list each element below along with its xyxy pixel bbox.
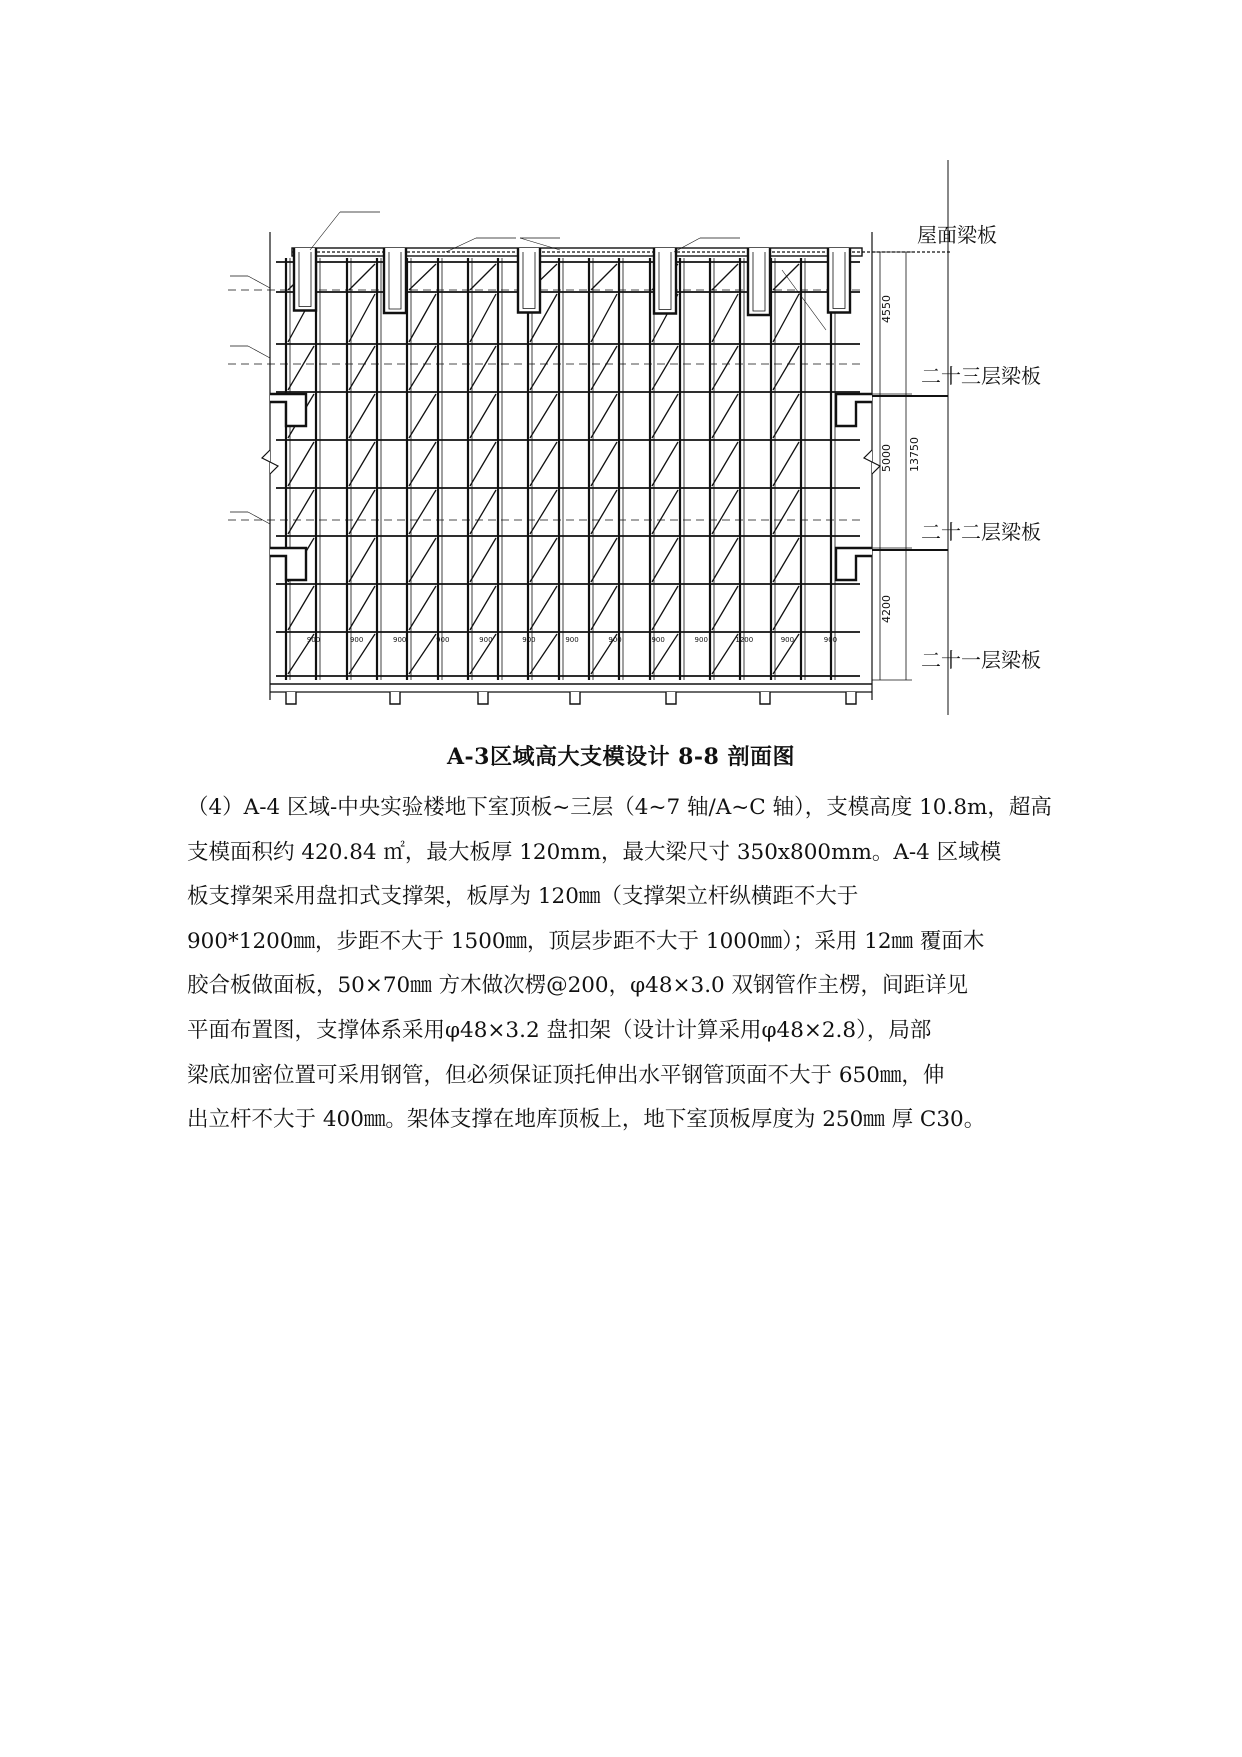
diagonal-brace	[349, 586, 375, 630]
body-paragraph	[187, 786, 1055, 1143]
scaffold-frame	[228, 258, 860, 680]
diagonal-brace	[773, 264, 799, 290]
leader-line	[248, 276, 270, 288]
bottom-beam	[390, 692, 400, 704]
spacing-label: 900	[694, 636, 708, 644]
spacing-label: 900	[565, 636, 579, 644]
spacing-label: 900	[780, 636, 795, 644]
diagonal-brace	[773, 490, 799, 534]
diagonal-brace	[530, 586, 557, 630]
roof-beam	[748, 248, 770, 315]
bottom-spacing-labels	[307, 636, 837, 644]
diagonal-brace	[288, 490, 314, 534]
diagonal-brace	[470, 490, 496, 534]
paragraph-line: 胶合板做面板，50×70㎜ 方木做次楞@200，φ48×3.0 双钢管作主楞，间距详见	[187, 973, 969, 999]
diagonal-brace	[409, 294, 436, 342]
diagonal-brace	[712, 264, 738, 290]
floor-beam-right	[836, 394, 872, 426]
paragraph-line: 板支撑架采用盘扣式支撑架，板厚为 120㎜（支撑架立杆纵横距不大于	[187, 884, 859, 910]
section-drawing	[0, 0, 1242, 730]
figure-caption: A-3区域高大支模设计 8-8 剖面图	[446, 744, 796, 770]
spacing-label: 900	[608, 636, 622, 644]
diagonal-bracing	[288, 264, 799, 674]
dim-5000: 5000	[880, 444, 893, 472]
diagonal-brace	[349, 538, 375, 582]
diagonal-brace	[409, 490, 436, 534]
diagonal-brace	[470, 538, 496, 582]
diagonal-brace	[712, 586, 738, 630]
floor-beam-right	[836, 548, 872, 580]
diagonal-brace	[409, 538, 436, 582]
diagonal-brace	[470, 346, 496, 390]
diagonal-brace	[409, 394, 436, 438]
spacing-label: 900	[349, 636, 364, 644]
roof-beam	[828, 248, 850, 313]
diagonal-brace	[591, 490, 617, 534]
diagonal-brace	[591, 586, 617, 630]
spacing-label: 900	[823, 636, 838, 644]
floor-beam-left	[270, 548, 306, 580]
bottom-beam	[570, 692, 580, 704]
diagonal-brace	[349, 394, 375, 438]
diagonal-brace	[712, 490, 738, 534]
level-label-22f: 二十二层梁板	[921, 520, 1041, 544]
paragraph-line: 梁底加密位置可采用钢管，但必须保证顶托伸出水平钢管顶面不大于 650㎜，伸	[187, 1062, 945, 1088]
dim-13750: 13750	[908, 437, 921, 472]
diagonal-brace	[652, 346, 678, 390]
break-mark	[262, 450, 278, 474]
diagonal-brace	[530, 538, 557, 582]
spacing-label: 900	[479, 636, 493, 644]
diagonal-brace	[349, 294, 375, 342]
diagonal-brace	[773, 346, 799, 390]
diagonal-brace	[530, 346, 557, 390]
spacing-label: 900	[436, 636, 450, 644]
dim-4200: 4200	[880, 595, 893, 623]
diagonal-brace	[288, 346, 314, 390]
paragraph-line: 出立杆不大于 400㎜。架体支撑在地库顶板上，地下室顶板厚度为 250㎜ 厚 C30。	[187, 1107, 986, 1133]
diagonal-brace	[409, 442, 436, 486]
diagonal-brace	[591, 294, 617, 342]
diagonal-brace	[712, 394, 738, 438]
bottom-beam	[760, 692, 770, 704]
diagonal-brace	[652, 586, 678, 630]
diagonal-brace	[712, 442, 738, 486]
diagonal-brace	[470, 586, 496, 630]
spacing-label: 900	[522, 636, 536, 644]
diagonal-brace	[652, 442, 678, 486]
diagonal-brace	[470, 394, 496, 438]
diagonal-brace	[288, 586, 314, 630]
diagonal-brace	[773, 394, 799, 438]
diagonal-brace	[470, 442, 496, 486]
diagonal-brace	[530, 490, 557, 534]
diagonal-brace	[773, 294, 799, 342]
spacing-label: 1200	[735, 636, 754, 644]
diagonal-brace	[591, 346, 617, 390]
bottom-beam	[286, 692, 296, 704]
diagonal-brace	[530, 394, 557, 438]
dim-4550: 4550	[880, 295, 893, 323]
break-mark	[864, 450, 880, 474]
diagonal-brace	[470, 264, 496, 290]
annotation-leader	[310, 212, 340, 250]
diagonal-brace	[349, 490, 375, 534]
bottom-beam	[478, 692, 488, 704]
bottom-beam	[666, 692, 676, 704]
roof-beam	[518, 248, 540, 313]
diagonal-brace	[530, 442, 557, 486]
level-label-21f: 二十一层梁板	[921, 648, 1041, 672]
diagonal-brace	[773, 586, 799, 630]
diagonal-brace	[712, 294, 738, 342]
diagonal-brace	[349, 346, 375, 390]
level-label-roof: 屋面梁板	[917, 223, 997, 247]
diagonal-brace	[409, 634, 436, 674]
diagonal-brace	[591, 442, 617, 486]
diagonal-brace	[591, 264, 617, 290]
diagonal-brace	[409, 264, 436, 290]
diagonal-brace	[652, 394, 678, 438]
annotation-leader	[782, 270, 826, 330]
diagonal-brace	[712, 346, 738, 390]
roof-beam	[384, 248, 406, 313]
diagonal-brace	[652, 490, 678, 534]
diagonal-brace	[712, 538, 738, 582]
leader-line	[248, 346, 270, 358]
diagonal-brace	[712, 634, 738, 674]
diagonal-brace	[591, 538, 617, 582]
spacing-label: 900	[393, 636, 407, 644]
diagonal-brace	[349, 264, 375, 290]
diagonal-brace	[470, 294, 496, 342]
diagonal-brace	[409, 586, 436, 630]
paragraph-line: 支模面积约 420.84 ㎡，最大板厚 120mm，最大梁尺寸 350x800mm。A-4 区域模	[187, 839, 1002, 865]
spacing-label: 900	[651, 636, 665, 644]
diagonal-brace	[288, 442, 314, 486]
roof-beam	[294, 248, 316, 311]
diagonal-brace	[591, 394, 617, 438]
leader-line	[248, 512, 270, 524]
diagonal-brace	[409, 346, 436, 390]
paragraph-line: 平面布置图，支撑体系采用φ48×3.2 盘扣架（设计计算采用φ48×2.8），局部	[187, 1017, 932, 1043]
spacing-label: 900	[306, 636, 321, 644]
diagonal-brace	[773, 538, 799, 582]
paragraph-line: （4）A-4 区域-中央实验楼地下室顶板~三层（4~7 轴/A~C 轴），支模高度 10.8m，超高	[187, 795, 1052, 820]
diagonal-brace	[652, 538, 678, 582]
floor-beam-left	[270, 394, 306, 426]
diagonal-brace	[349, 442, 375, 486]
level-label-23f: 二十三层梁板	[921, 364, 1041, 388]
bottom-beam	[846, 692, 856, 704]
paragraph-line: 900*1200㎜，步距不大于 1500㎜，顶层步距不大于 1000㎜）；采用 12㎜ 覆面木	[187, 928, 985, 954]
roof-beam	[654, 248, 676, 314]
diagonal-brace	[773, 442, 799, 486]
